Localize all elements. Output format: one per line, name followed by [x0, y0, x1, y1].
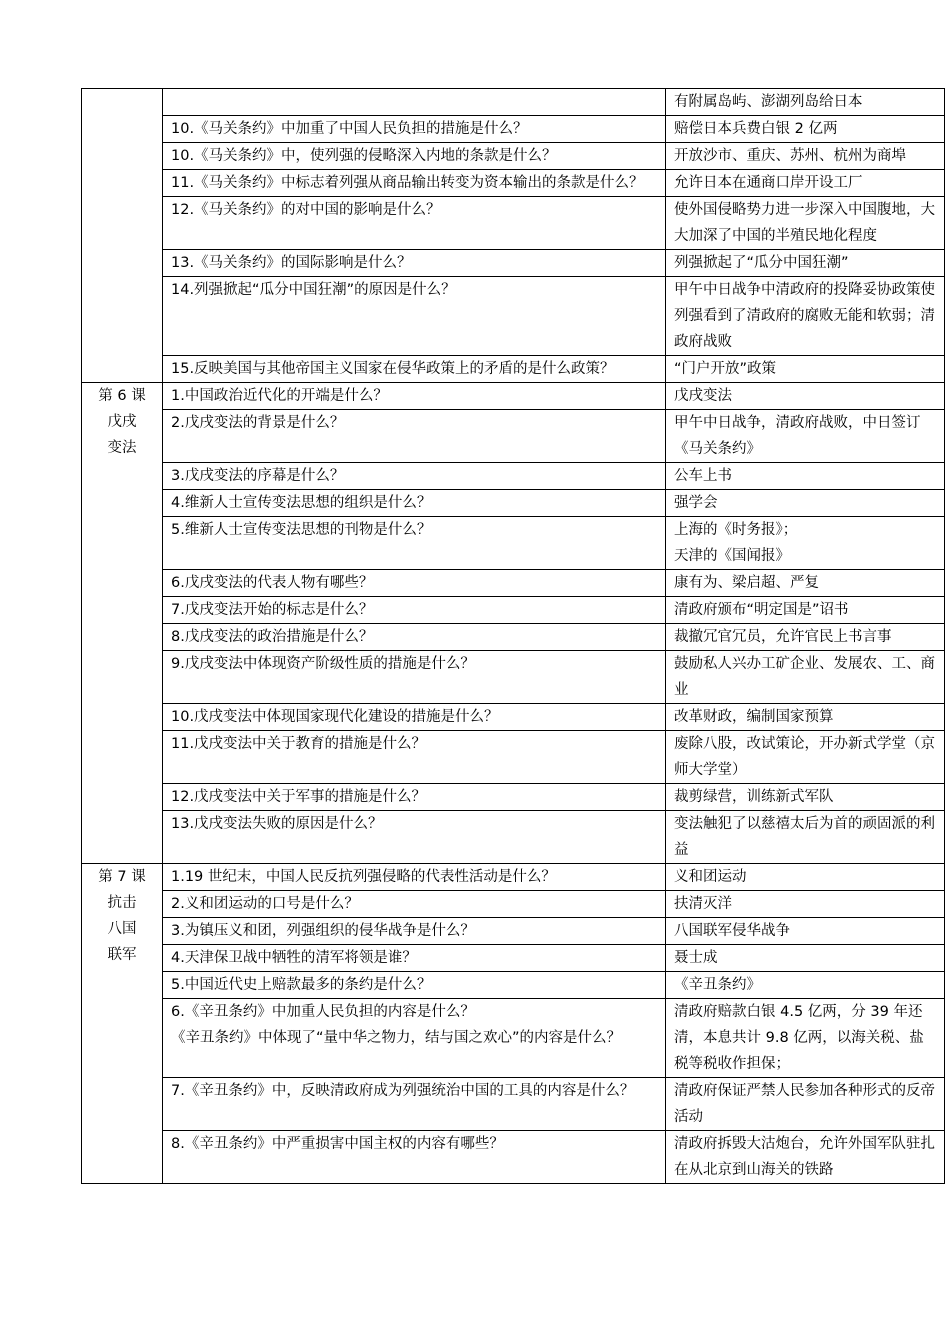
question-cell: 11.戊戌变法中关于教育的措施是什么？ — [163, 731, 666, 784]
question-cell: 1.中国政治近代化的开端是什么？ — [163, 383, 666, 410]
table-row — [82, 116, 945, 143]
answer-cell: 清政府拆毁大沽炮台，允许外国军队驻扎在从北京到山海关的铁路 — [666, 1131, 945, 1184]
answer-cell: 列强掀起了“瓜分中国狂潮” — [666, 250, 945, 277]
table-row — [82, 704, 945, 731]
answer-cell: 清政府颁布“明定国是”诏书 — [666, 597, 945, 624]
question-cell: 3.为镇压义和团，列强组织的侵华战争是什么？ — [163, 918, 666, 945]
table-row — [82, 383, 945, 410]
question-cell: 4.维新人士宣传变法思想的组织是什么？ — [163, 490, 666, 517]
question-cell: 10.《马关条约》中，使列强的侵略深入内地的条款是什么？ — [163, 143, 666, 170]
question-cell: 13.戊戌变法失败的原因是什么？ — [163, 811, 666, 864]
table-row — [82, 891, 945, 918]
answer-cell: 赔偿日本兵费白银 2 亿两 — [666, 116, 945, 143]
lesson-cell — [82, 89, 163, 383]
table-row — [82, 463, 945, 490]
table-row — [82, 277, 945, 356]
table-row — [82, 517, 945, 570]
question-cell: 1.19 世纪末，中国人民反抗列强侵略的代表性活动是什么？ — [163, 864, 666, 891]
qa-table — [81, 88, 945, 1184]
question-cell: 5.维新人士宣传变法思想的刊物是什么？ — [163, 517, 666, 570]
question-cell: 12.《马关条约》的对中国的影响是什么？ — [163, 197, 666, 250]
table-row — [82, 999, 945, 1078]
table-row — [82, 356, 945, 383]
answer-cell: 变法触犯了以慈禧太后为首的顽固派的利益 — [666, 811, 945, 864]
answer-cell: 义和团运动 — [666, 864, 945, 891]
table-row — [82, 731, 945, 784]
question-cell: 8.戊戌变法的政治措施是什么？ — [163, 624, 666, 651]
answer-cell: 康有为、梁启超、严复 — [666, 570, 945, 597]
answer-cell: 废除八股，改试策论，开办新式学堂（京师大学堂） — [666, 731, 945, 784]
table-row — [82, 624, 945, 651]
table-row — [82, 570, 945, 597]
answer-cell: 强学会 — [666, 490, 945, 517]
question-cell: 10.戊戌变法中体现国家现代化建设的措施是什么？ — [163, 704, 666, 731]
question-cell: 14.列强掀起“瓜分中国狂潮”的原因是什么？ — [163, 277, 666, 356]
table-row — [82, 89, 945, 116]
answer-cell: 甲午中日战争中清政府的投降妥协政策使列强看到了清政府的腐败无能和软弱；清政府战败 — [666, 277, 945, 356]
table-row — [82, 945, 945, 972]
answer-cell: 上海的《时务报》； 天津的《国闻报》 — [666, 517, 945, 570]
lesson-cell: 第 6 课 戊戌 变法 — [82, 383, 163, 864]
table-row — [82, 864, 945, 891]
question-cell: 8.《辛丑条约》中严重损害中国主权的内容有哪些？ — [163, 1131, 666, 1184]
table-row — [82, 197, 945, 250]
answer-cell: 改革财政，编制国家预算 — [666, 704, 945, 731]
question-cell: 6.《辛丑条约》中加重人民负担的内容是什么？ 《辛丑条约》中体现了“量中华之物力，结与国之欢心”的内容是什么？ — [163, 999, 666, 1078]
question-cell: 12.戊戌变法中关于军事的措施是什么？ — [163, 784, 666, 811]
question-cell: 7.戊戌变法开始的标志是什么？ — [163, 597, 666, 624]
answer-cell: 开放沙市、重庆、苏州、杭州为商埠 — [666, 143, 945, 170]
question-cell: 3.戊戌变法的序幕是什么？ — [163, 463, 666, 490]
lesson-cell: 第 7 课 抗击 八国 联军 — [82, 864, 163, 1184]
question-cell: 11.《马关条约》中标志着列强从商品输出转变为资本输出的条款是什么？ — [163, 170, 666, 197]
question-cell: 2.义和团运动的口号是什么？ — [163, 891, 666, 918]
answer-cell: 清政府保证严禁人民参加各种形式的反帝活动 — [666, 1078, 945, 1131]
table-row — [82, 651, 945, 704]
answer-cell: 清政府赔款白银 4.5 亿两，分 39 年还清，本息共计 9.8 亿两，以海关税、盐税等税收作担保； — [666, 999, 945, 1078]
answer-cell: 允许日本在通商口岸开设工厂 — [666, 170, 945, 197]
answer-cell: 裁撤冗官冗员，允许官民上书言事 — [666, 624, 945, 651]
question-cell: 10.《马关条约》中加重了中国人民负担的措施是什么？ — [163, 116, 666, 143]
answer-cell: 甲午中日战争，清政府战败，中日签订《马关条约》 — [666, 410, 945, 463]
answer-cell: 扶清灭洋 — [666, 891, 945, 918]
table-row — [82, 490, 945, 517]
answer-cell: 使外国侵略势力进一步深入中国腹地，大大加深了中国的半殖民地化程度 — [666, 197, 945, 250]
question-cell: 4.天津保卫战中牺牲的清军将领是谁？ — [163, 945, 666, 972]
question-cell: 13.《马关条约》的国际影响是什么？ — [163, 250, 666, 277]
answer-cell: 八国联军侵华战争 — [666, 918, 945, 945]
answer-cell: 戊戌变法 — [666, 383, 945, 410]
answer-cell: 聂士成 — [666, 945, 945, 972]
table-row — [82, 811, 945, 864]
table-row — [82, 170, 945, 197]
table-row — [82, 250, 945, 277]
answer-cell: 《辛丑条约》 — [666, 972, 945, 999]
answer-cell: 鼓励私人兴办工矿企业、发展农、工、商业 — [666, 651, 945, 704]
table-row — [82, 918, 945, 945]
table-row — [82, 1078, 945, 1131]
question-cell: 2.戊戌变法的背景是什么？ — [163, 410, 666, 463]
question-cell: 9.戊戌变法中体现资产阶级性质的措施是什么？ — [163, 651, 666, 704]
answer-cell: “门户开放”政策 — [666, 356, 945, 383]
question-cell: 6.戊戌变法的代表人物有哪些？ — [163, 570, 666, 597]
answer-cell: 裁剪绿营，训练新式军队 — [666, 784, 945, 811]
question-cell: 7.《辛丑条约》中，反映清政府成为列强统治中国的工具的内容是什么？ — [163, 1078, 666, 1131]
table-row — [82, 597, 945, 624]
table-row — [82, 972, 945, 999]
question-cell — [163, 89, 666, 116]
question-cell: 5.中国近代史上赔款最多的条约是什么？ — [163, 972, 666, 999]
table-row — [82, 410, 945, 463]
question-cell: 15.反映美国与其他帝国主义国家在侵华政策上的矛盾的是什么政策？ — [163, 356, 666, 383]
qa-table-body — [82, 89, 945, 1184]
answer-cell: 公车上书 — [666, 463, 945, 490]
table-row — [82, 1131, 945, 1184]
answer-cell: 有附属岛屿、澎湖列岛给日本 — [666, 89, 945, 116]
table-row — [82, 784, 945, 811]
table-row — [82, 143, 945, 170]
